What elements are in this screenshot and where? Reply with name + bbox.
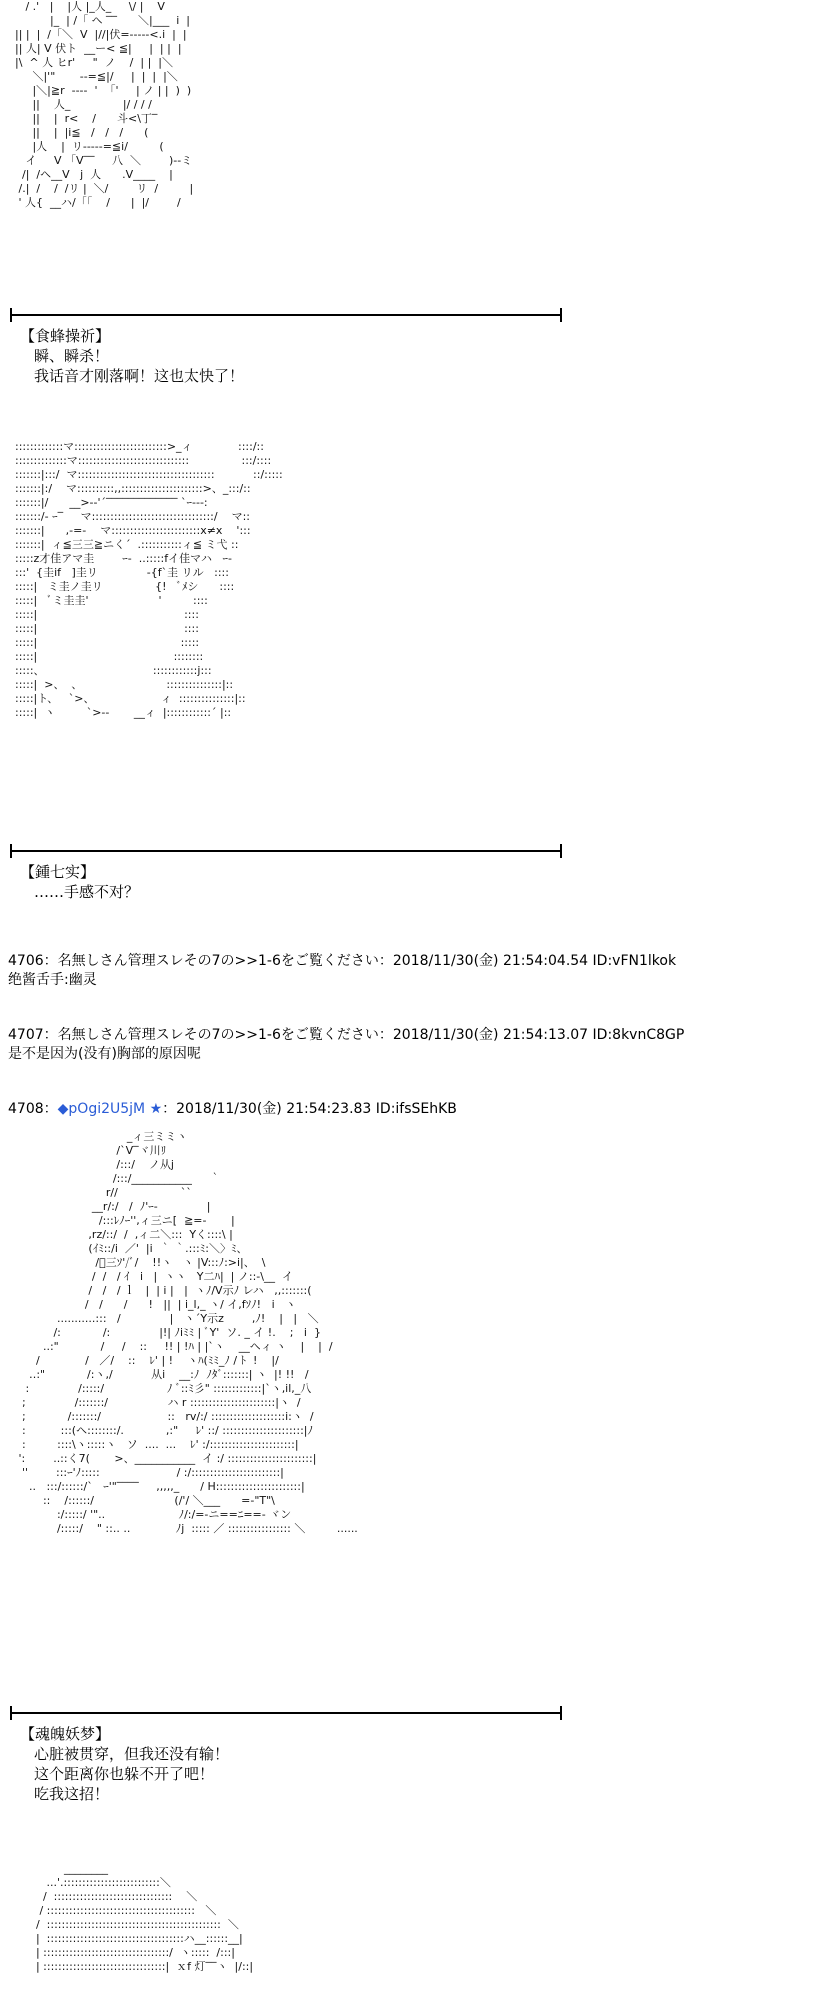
post-separator: ：	[43, 953, 58, 969]
speaker-name: 【魂魄妖梦】	[20, 1725, 111, 1743]
post-4708	[8, 1100, 457, 1119]
post-author-name: 名無しさん管理スレその7の>>1-6をご覧ください	[57, 1027, 379, 1043]
post-separator: ：	[43, 1101, 58, 1117]
speech-block-2	[20, 862, 139, 902]
speech-line: 我话音才刚落啊！这也太快了！	[34, 367, 245, 385]
post-header	[8, 1026, 684, 1045]
speech-line: 瞬、瞬杀！	[34, 347, 110, 365]
ascii-art-1: / .' | |人 |_人_ \/ | V |_ | /「 ヘ ‾‾ ＼|___ i | || | | /「＼ V |//|伏=-----<.i | | || 人| V 伏ト __ー< ≦| | | | | |\ ^ 人 ヒr' " ノ / | | |＼ ＼|'" ‐‐=≦|/ | | | |＼ |＼|≧r -‐-‐ ' 「' | ノ | | ) ) || 人_ |/ / / / || | r< / 斗<\丁‾ || | |i≦ / / / ( |人 | リ-----=≦i/ ( イ V 「V‾‾ 八 ＼ )‐‐ミ /| /ヘ__V j 人 .V____ | /.| / / /リ | ＼/ リ / | ' 人{ __ハ/「「 / | |/ /	[14, 0, 194, 209]
ascii-art-2: :::::::::::::マ:::::::::::::::::::::::::>_ィ ::::/:: ::::::::::::::マ:::::::::::::::::::::::::::::: :::/:::: :::::::|:::/ マ::::::::::::::::::::::::::::::::::::: ::/::::: :::::::|:/ マ::::::::::,,::::::::::::::::::::::>、_:::/:: :::::::|/ __>‐‐'´‾‾‾‾‾‾‾‾‾‾‾‾‾ `ｰ‐‐-: :::::::/‐ ｰ‾ マ:::::::::::::::::::::::::::::::::/ マ:: :::::::| ,-=- マ::::::::::::::::::::::::x≠x '::: :::::::| ィ≦三三≧ニく´ .:::::::::::ィ≦ ミ弋 :: :::::z才佳アマ圭 ｰ- ..:::::fイ佳マハ ｰ- :::' {圭if ]圭リ -{f`圭 リル :::: :::::| ミ圭ノ圭リ {! ﾞﾒシ :::: :::::| ﾞミ圭圭' ' :::: :::::| :::: :::::| :::: :::::| ::::: :::::| :::::::: :::::、 ::::::::::::j::: :::::| >、 、 :::::::::::::::|:: :::::|ト、 `>、 ィ :::::::::::::::|:: :::::| ヽ `>‐- __ィ |::::::::::::´ |::	[14, 440, 283, 719]
post-author-trip: ◆pOgi2U5jM ★	[57, 1101, 163, 1117]
post-meta: ：2018/11/30(金) 21:54:13.07 ID:8kvnC8GP	[378, 1027, 685, 1043]
post-body: 是不是因为(没有)胸部的原因呢	[8, 1046, 201, 1062]
post-header	[8, 1100, 457, 1119]
post-author-name: 名無しさん管理スレその7の>>1-6をご覧ください	[57, 953, 379, 969]
speech-line: 这个距离你也躲不开了吧！	[34, 1765, 215, 1783]
post-4707	[8, 1026, 684, 1064]
speaker-name: 【鍾七实】	[20, 863, 96, 881]
post-meta: ：2018/11/30(金) 21:54:04.54 ID:vFN1lkok	[378, 953, 677, 969]
post-number: 4708	[8, 1101, 44, 1117]
scene-divider-2	[12, 850, 560, 852]
speech-line: ……手感不对？	[34, 883, 140, 901]
post-meta: ：2018/11/30(金) 21:54:23.83 ID:ifsSEhKB	[162, 1101, 457, 1117]
scene-divider-1	[12, 314, 560, 316]
ascii-art-3: _ィ三ミミヽ /`V‾ヾ川ﾘ /:::/ ノ从j /:::/___________ ｀ r// `` __r/:/ / ﾉ'ｰ- | /:::ﾚﾉｰ'',ィ三ニ[ ≧=- | ,rz/::/ / ,ィ二＼::: Yく::::\ | (ｲﾐ::/i ／' |i ｀ ｀.:::ﾐ:＼〉ﾐ、 /ﾞ三ｿ'/ﾞ/ !!ヽ ヽ |V:::ﾉ:>i|、 \ / / / ｲ i | ヽヽ Y二ﾊ| | ノ::-\__ イ / / / ｌ | | i | | ヽﾉ/V示ﾉ レハ ,,:::::::( / / / ! || | i_l,_ ヽ/ イ,fｿﾉ! i ヽ ...........::: / | ヽ´Y示z ,ﾉ! | | ＼ /: /: |!| ﾉiﾐﾐ | ﾞY' ソ. _ イ !. ; i } ..:" / / :: !! | !ﾊ | |`ヽ __ヘィ ヽ | | / / / ／/ :: ﾚ' | ! ヽﾊ(ﾐﾐ_ﾉ / ﾄ ! |/ ‥:" /:ヽ,/ 从i __:ﾉ ﾉﾀﾞ:::::::| ヽ |! !! / : /:::::/ ﾉ ﾞ::ﾐ彡" :::::::::::::|`ヽ,il,_八 ; /:::::::/ ハ r :::::::::::::::::::::::|ヽ / ; /:::::::/ :: rv/:/ ::::::::::::::::::::i:ヽ / : :::(ヘ::::::::/. ,:" ﾚ' ::/ ::::::::::::::::::::::|ﾉ : ::::\ヽ:::::ヽ ソ .... ... ﾚ' :/:::::::::::::::::::::::| ': ..::く7( >、___________ イ :/ :::::::::::::::::::::::| '' :::ｰ'ﾉ::::: / :/::::::::::::::::::::::::| .. :::/::::::/` ｰ'"‾‾‾‾ ,,,,,_ / H:::::::::::::::::::::::| :: /::::::/ (/'/ ＼___ =‐"T"\ :/:::::/ '".. ﾉ/:/=‐ニ==ﾆ==‐ ヾン /:::::/ " ::.. .. ﾉj ::::: ／ ::::::::::::::::: ＼ ......	[18, 1130, 358, 1535]
speech-line: 心脏被贯穿，但我还没有输！	[34, 1745, 230, 1763]
post-header	[8, 952, 676, 971]
post-number: 4706	[8, 953, 44, 969]
ascii-art-4: ________ ...'.::::::::::::::::::::::::::＼ / :::::::::::::::::::::::::::::::: ＼ / :::::::::::::::::::::::::::::::::::::::: ＼ / ::::::::::::::::::::::::::::::::::::::::::::::: ＼ | :::::::::::::::::::::::::::::::::::::ハ__::::::__| | ::::::::::::::::::::::::::::::::::/ ヽ::::: /:::| | :::::::::::::::::::::::::::::::::| ｘf 灯‾‾ヽ |/::|	[35, 1862, 254, 1973]
post-number: 4707	[8, 1027, 44, 1043]
scene-divider-3	[12, 1712, 560, 1714]
post-body: 绝酱舌手:幽灵	[8, 972, 97, 988]
speaker-name: 【食蜂操祈】	[20, 327, 111, 345]
speech-block-3	[20, 1724, 229, 1804]
speech-line: 吃我这招！	[34, 1785, 110, 1803]
post-4706	[8, 952, 676, 990]
speech-block-1	[20, 326, 244, 386]
post-separator: ：	[43, 1027, 58, 1043]
